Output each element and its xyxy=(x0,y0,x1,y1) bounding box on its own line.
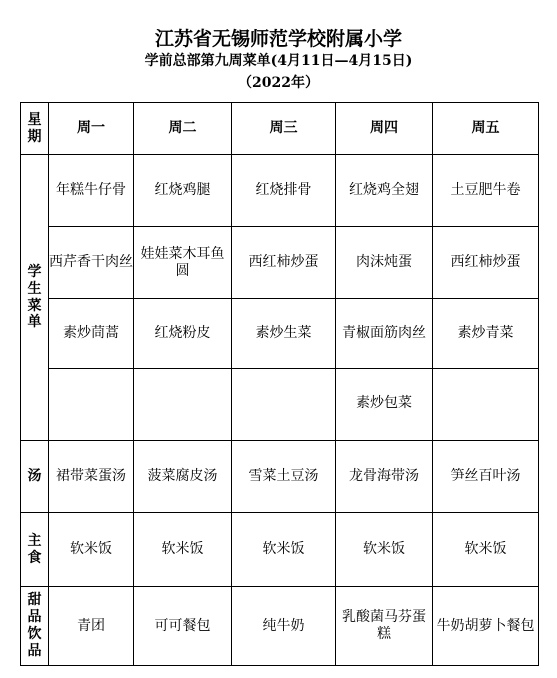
student-menu-row-1 xyxy=(21,155,539,227)
student-menu-label: 学 生 菜 单 xyxy=(21,155,49,441)
menu-cell xyxy=(49,369,134,441)
corner-weekday-label: 星 期 xyxy=(21,103,49,155)
menu-cell: 可可餐包 xyxy=(134,587,232,666)
menu-cell: 红烧鸡腿 xyxy=(134,155,232,227)
header-row xyxy=(21,103,539,155)
dessert-row xyxy=(21,587,539,666)
staple-row xyxy=(21,513,539,587)
dessert-label: 甜 品 饮 品 xyxy=(21,587,49,666)
menu-cell: 裙带菜蛋汤 xyxy=(49,441,134,513)
student-menu-row-2 xyxy=(21,227,539,299)
menu-cell: 肉沫炖蛋 xyxy=(336,227,433,299)
menu-year: （2022年） xyxy=(238,75,319,91)
menu-cell: 软米饭 xyxy=(134,513,232,587)
menu-cell: 软米饭 xyxy=(336,513,433,587)
menu-cell: 娃娃菜木耳鱼圆 xyxy=(134,227,232,299)
day-header-tue: 周二 xyxy=(134,103,232,155)
student-menu-row-3 xyxy=(21,299,539,369)
menu-subtitle: 学前总部第九周菜单(4月11日—4月15日) xyxy=(144,53,413,69)
menu-cell: 乳酸菌马芬蛋糕 xyxy=(336,587,433,666)
day-header-thu: 周四 xyxy=(336,103,433,155)
menu-cell xyxy=(134,369,232,441)
weekly-menu-table xyxy=(20,102,539,666)
menu-cell: 雪菜土豆汤 xyxy=(232,441,336,513)
menu-cell: 软米饭 xyxy=(49,513,134,587)
menu-cell: 软米饭 xyxy=(433,513,539,587)
school-title: 江苏省无锡师范学校附属小学 xyxy=(154,28,402,50)
menu-cell: 软米饭 xyxy=(232,513,336,587)
menu-cell: 素炒生菜 xyxy=(232,299,336,369)
menu-cell: 纯牛奶 xyxy=(232,587,336,666)
menu-cell: 西红柿炒蛋 xyxy=(232,227,336,299)
menu-cell: 年糕牛仔骨 xyxy=(49,155,134,227)
menu-cell: 素炒茼蒿 xyxy=(49,299,134,369)
menu-cell: 牛奶胡萝卜餐包 xyxy=(433,587,539,666)
menu-cell: 菠菜腐皮汤 xyxy=(134,441,232,513)
menu-cell: 龙骨海带汤 xyxy=(336,441,433,513)
menu-cell: 素炒青菜 xyxy=(433,299,539,369)
menu-cell xyxy=(433,369,539,441)
day-header-mon: 周一 xyxy=(49,103,134,155)
staple-label: 主 食 xyxy=(21,513,49,587)
soup-label: 汤 xyxy=(21,441,49,513)
menu-cell: 素炒包菜 xyxy=(336,369,433,441)
menu-cell: 红烧粉皮 xyxy=(134,299,232,369)
day-header-wed: 周三 xyxy=(232,103,336,155)
day-header-fri: 周五 xyxy=(433,103,539,155)
student-menu-row-4 xyxy=(21,369,539,441)
soup-row xyxy=(21,441,539,513)
menu-cell: 红烧鸡全翅 xyxy=(336,155,433,227)
menu-cell: 西红柿炒蛋 xyxy=(433,227,539,299)
menu-cell xyxy=(232,369,336,441)
menu-cell: 红烧排骨 xyxy=(232,155,336,227)
menu-cell: 西芹香干肉丝 xyxy=(49,227,134,299)
menu-cell: 笋丝百叶汤 xyxy=(433,441,539,513)
menu-cell: 青团 xyxy=(49,587,134,666)
menu-cell: 土豆肥牛卷 xyxy=(433,155,539,227)
menu-cell: 青椒面筋肉丝 xyxy=(336,299,433,369)
